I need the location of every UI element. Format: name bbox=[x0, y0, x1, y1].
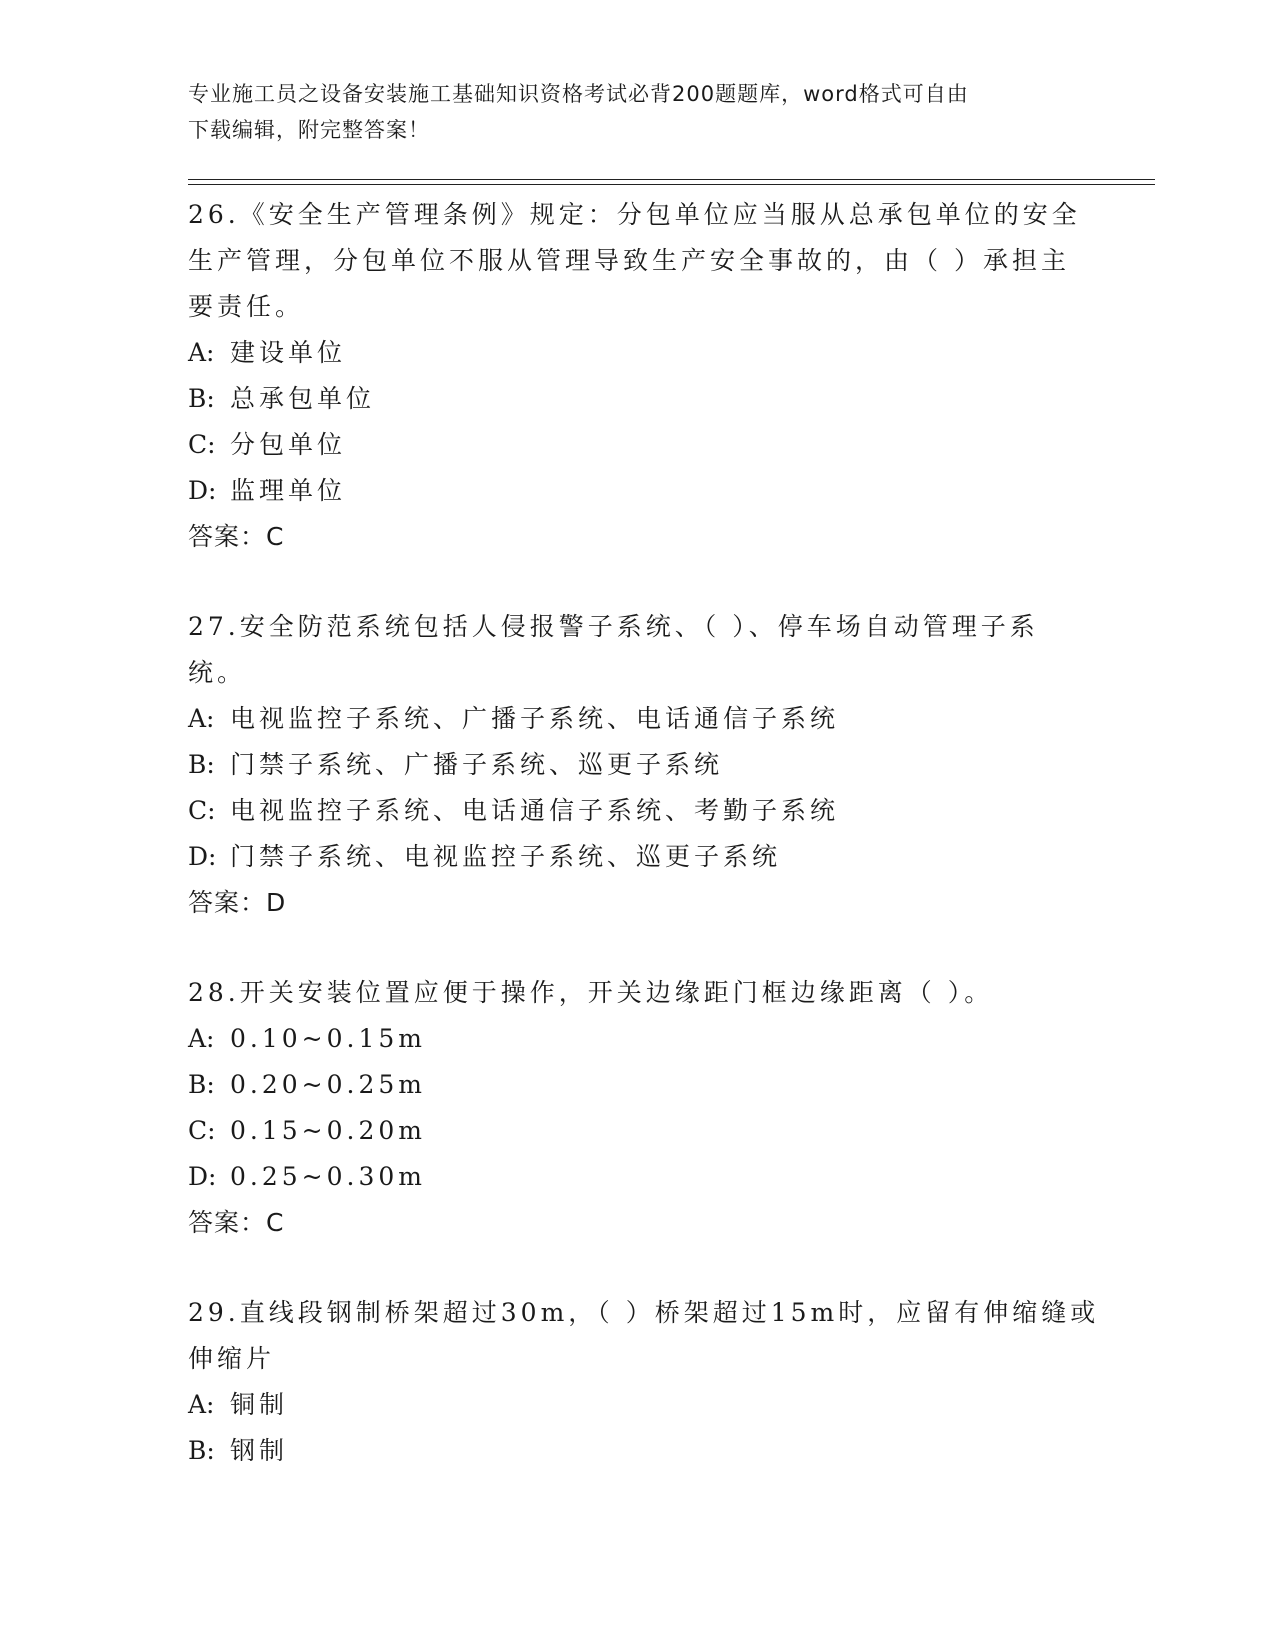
answer-text: 答案：C bbox=[188, 1208, 285, 1237]
option-text: 0.10~0.15m bbox=[230, 1024, 426, 1053]
option-d bbox=[188, 468, 1088, 514]
option-a bbox=[188, 1016, 1088, 1062]
question-27 bbox=[188, 604, 1088, 926]
option-text: 监理单位 bbox=[230, 476, 347, 505]
option-letter: B: bbox=[188, 1070, 215, 1099]
question-text-line: 29.直线段钢制桥架超过30m，（ ）桥架超过15m时，应留有伸缩缝或 bbox=[188, 1298, 1100, 1327]
option-text: 钢制 bbox=[230, 1436, 289, 1465]
option-letter: D: bbox=[188, 842, 217, 871]
option-b bbox=[188, 376, 1088, 422]
option-letter: D: bbox=[188, 476, 217, 505]
option-letter: A: bbox=[188, 1024, 215, 1053]
question-text-line: 28.开关安装位置应便于操作，开关边缘距门框边缘距离（ ）。 bbox=[188, 978, 994, 1007]
question-28 bbox=[188, 970, 1088, 1246]
option-letter: D: bbox=[188, 1162, 217, 1191]
option-c bbox=[188, 788, 1088, 834]
option-text: 0.15~0.20m bbox=[230, 1116, 426, 1145]
option-text: 电视监控子系统、电话通信子系统、考勤子系统 bbox=[230, 796, 840, 825]
option-a bbox=[188, 1382, 1088, 1428]
option-d bbox=[188, 1154, 1088, 1200]
question-text-line: 26.《安全生产管理条例》规定：分包单位应当服从总承包单位的安全 bbox=[188, 200, 1081, 229]
header-divider-bottom bbox=[188, 184, 1155, 185]
option-text: 建设单位 bbox=[230, 338, 347, 367]
option-text: 0.25~0.30m bbox=[230, 1162, 426, 1191]
option-b bbox=[188, 1062, 1088, 1108]
question-text-line: 27.安全防范系统包括人侵报警子系统、（ ）、停车场自动管理子系 bbox=[188, 612, 1039, 641]
answer-text: 答案：C bbox=[188, 522, 285, 551]
question-text-line: 统。 bbox=[188, 658, 247, 687]
option-letter: C: bbox=[188, 430, 216, 459]
option-letter: A: bbox=[188, 338, 215, 367]
option-text: 总承包单位 bbox=[230, 384, 376, 413]
question-text-line: 生产管理，分包单位不服从管理导致生产安全事故的，由（ ）承担主 bbox=[188, 246, 1070, 275]
document-header bbox=[188, 76, 1068, 148]
header-line-2: 下载编辑，附完整答案！ bbox=[188, 118, 430, 142]
question-26 bbox=[188, 192, 1088, 560]
option-text: 门禁子系统、广播子系统、巡更子系统 bbox=[230, 750, 724, 779]
option-letter: B: bbox=[188, 750, 215, 779]
option-letter: B: bbox=[188, 384, 215, 413]
option-letter: A: bbox=[188, 704, 215, 733]
option-b bbox=[188, 1428, 1088, 1474]
option-text: 分包单位 bbox=[230, 430, 347, 459]
question-spacer bbox=[188, 926, 1088, 970]
question-spacer bbox=[188, 560, 1088, 604]
option-text: 铜制 bbox=[230, 1390, 289, 1419]
option-text: 电视监控子系统、广播子系统、电话通信子系统 bbox=[230, 704, 840, 733]
option-letter: C: bbox=[188, 796, 216, 825]
question-spacer bbox=[188, 1246, 1088, 1290]
question-text-line: 要责任。 bbox=[188, 292, 305, 321]
answer-text: 答案：D bbox=[188, 888, 287, 917]
question-text-line: 伸缩片 bbox=[188, 1344, 276, 1373]
header-line-1: 专业施工员之设备安装施工基础知识资格考试必背200题题库，word格式可自由 bbox=[188, 82, 969, 106]
option-a bbox=[188, 330, 1088, 376]
option-letter: C: bbox=[188, 1116, 216, 1145]
option-b bbox=[188, 742, 1088, 788]
option-letter: A: bbox=[188, 1390, 215, 1419]
question-29 bbox=[188, 1290, 1100, 1474]
option-d bbox=[188, 834, 1088, 880]
question-list bbox=[188, 192, 1100, 1474]
option-letter: B: bbox=[188, 1436, 215, 1465]
option-text: 门禁子系统、电视监控子系统、巡更子系统 bbox=[230, 842, 782, 871]
option-a bbox=[188, 696, 1088, 742]
option-text: 0.20~0.25m bbox=[230, 1070, 426, 1099]
option-c bbox=[188, 422, 1088, 468]
header-divider-top bbox=[188, 179, 1155, 180]
option-c bbox=[188, 1108, 1088, 1154]
